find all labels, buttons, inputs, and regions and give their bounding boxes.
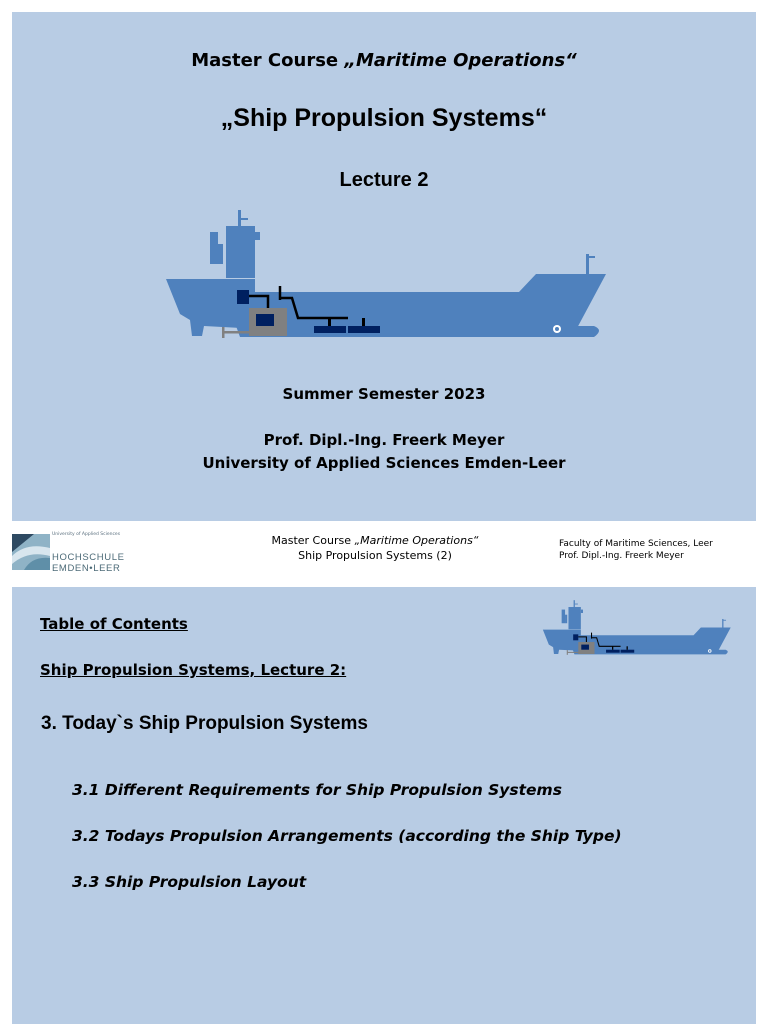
title-slide <box>12 12 756 521</box>
logo-subtitle: University of Applied Sciences <box>52 532 121 537</box>
course-title <box>12 50 756 71</box>
main-title: „Ship Propulsion Systems“ <box>220 104 548 132</box>
ship-illustration <box>164 210 609 345</box>
university-logo <box>12 530 132 574</box>
semester: Summer Semester 2023 <box>282 385 486 403</box>
toc-title: Table of Contents <box>40 615 188 633</box>
footer-course-prefix: Master Course <box>271 534 355 547</box>
footer-professor: Prof. Dipl.-Ing. Freerk Meyer <box>559 551 684 561</box>
toc-item: 3.1 Different Requirements for Ship Propulsion Systems <box>72 781 562 799</box>
footer-faculty: Faculty of Maritime Sciences, Leer <box>559 539 713 549</box>
contents-slide <box>12 587 756 1024</box>
slide-footer <box>0 524 768 586</box>
footer-course-name: „Maritime Operations“ <box>354 534 479 547</box>
toc-item: 3.3 Ship Propulsion Layout <box>72 873 307 891</box>
footer-course-line <box>225 533 525 548</box>
university-name: University of Applied Sciences Emden-Leer <box>202 454 566 472</box>
logo-text-line2: EMDEN•LEER <box>52 563 121 574</box>
footer-faculty-info <box>559 538 713 562</box>
ship-illustration-small <box>542 597 732 661</box>
lecture-number: Lecture 2 <box>339 169 429 191</box>
section-heading: 3. Today`s Ship Propulsion Systems <box>41 713 368 734</box>
toc-item: 3.2 Todays Propulsion Arrangements (according the Ship Type) <box>72 827 622 845</box>
logo-icon <box>12 534 50 574</box>
logo-text-line1: HOCHSCHULE <box>52 552 125 563</box>
professor-name: Prof. Dipl.-Ing. Freerk Meyer <box>263 431 505 449</box>
course-name: „Maritime Operations“ <box>344 50 577 71</box>
toc-subtitle: Ship Propulsion Systems, Lecture 2: <box>40 661 347 679</box>
footer-course-info <box>225 533 525 563</box>
footer-subject: Ship Propulsion Systems (2) <box>298 549 452 562</box>
course-prefix: Master Course <box>191 50 345 71</box>
